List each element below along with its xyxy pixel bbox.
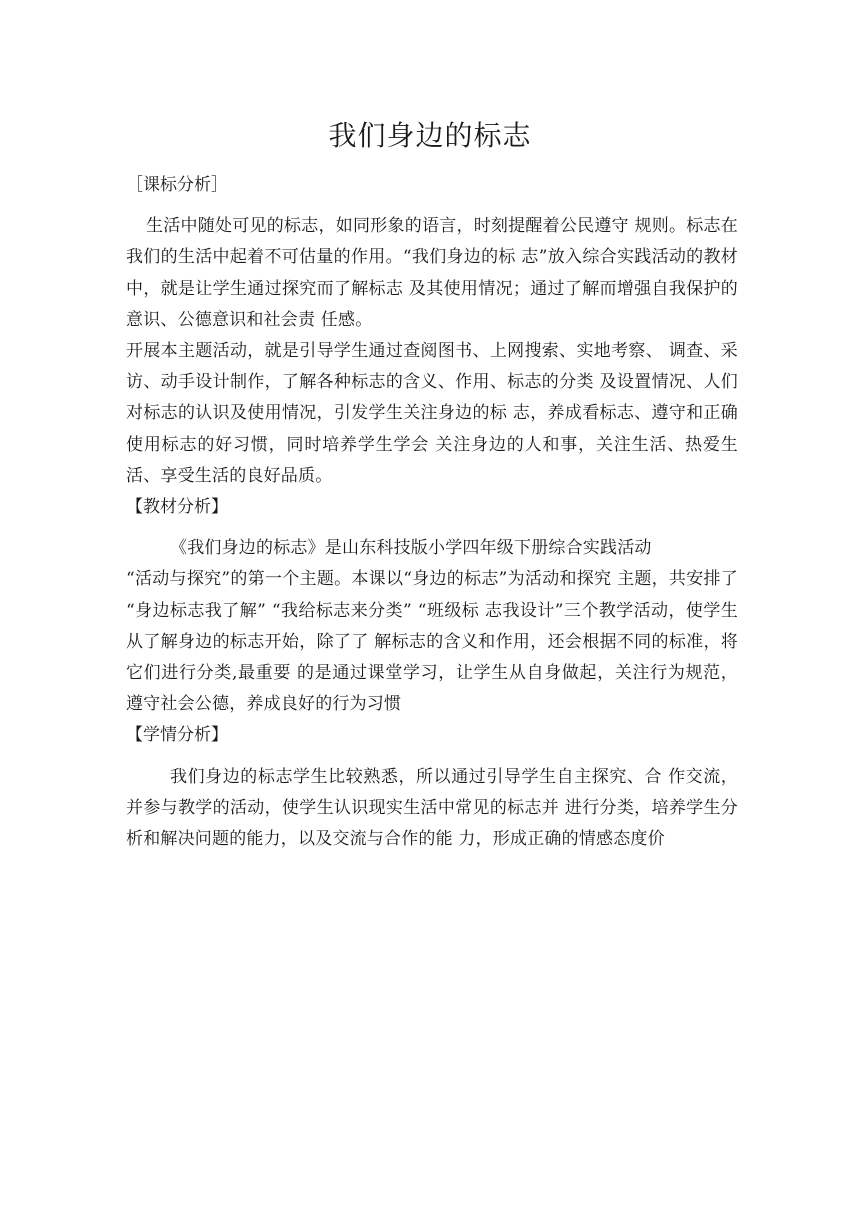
section-heading: 【教材分析】: [126, 497, 228, 518]
paragraph: 我们身边的标志学生比较熟悉，所以通过引导学生自主探究、合 作交流，并参与教学的活动，使学生认识现实生活中常见的标志并 进行分类，培养学生分析和解决问题的能力，以及交流与合作的能 力，形成正确的情感态度价: [126, 766, 738, 850]
document-title: 我们身边的标志: [328, 119, 532, 152]
document-body: [126, 170, 738, 855]
section-curriculum-analysis: [126, 170, 738, 492]
paragraph: “活动与探究”的第一个主题。本课以“身边的标志”为活动和探究 主题，共安排了 “身边标志我了解” “我给标志来分类” “班级标 志我设计”三个教学活动，使学生从了解身边的标志开始，除了了 解标志的含义和作用，还会根据不同的标准，将它们进行分类,最重要 的是通过课堂学习，让学生从自身做起，关注行为规范，遵守社会公德，养成良好的行为习惯: [126, 569, 738, 715]
paragraph: 生活中随处可见的标志，如同形象的语言，时刻提醒着公民遵守 规则。标志在我们的生活中起着不可估量的作用。“我们身边的标 志”放入综合实践活动的教材中，就是让学生通过探究而了解标志 及其使用情况；通过了解而增强自我保护的意识、公德意识和社会责 任感。: [126, 216, 738, 330]
paragraph: 《我们身边的标志》是山东科技版小学四年级下册综合实践活动: [170, 538, 652, 559]
section-heading: ［课标分析］: [126, 175, 228, 195]
section-heading: 【学情分析】: [126, 725, 228, 746]
paragraph: 开展本主题活动，就是引导学生通过查阅图书、上网搜索、实地考察、 调查、采访、动手设计制作，了解各种标志的含义、作用、标志的分类 及设置情况、人们对标志的认识及使用情况，引发学生关注身边的标 志，养成看标志、遵守和正确使用标志的好习惯，同时培养学生学会 关注身边的人和事，关注生活、热爱生活、享受生活的良好品质。: [126, 341, 738, 486]
section-textbook-analysis: [126, 492, 738, 720]
section-learner-analysis: [126, 720, 738, 855]
